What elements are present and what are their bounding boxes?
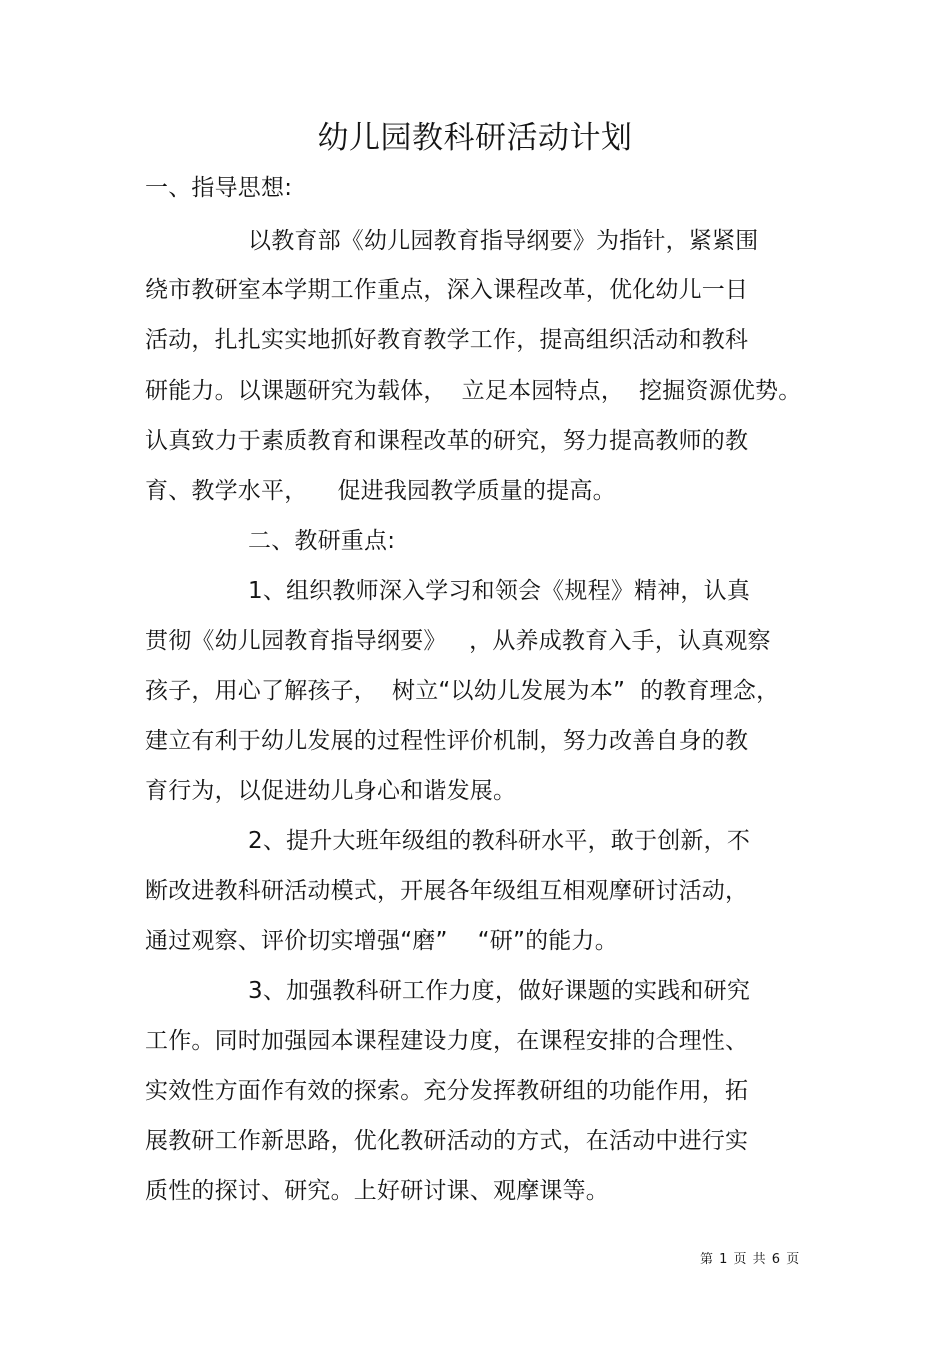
paragraph-line: 育行为，以促进幼儿身心和谐发展。: [145, 778, 517, 804]
paragraph-line: 以教育部《幼儿园教育指导纲要》为指针，紧紧围: [248, 228, 759, 254]
paragraph-line: 认真致力于素质教育和课程改革的研究，努力提高教师的教: [145, 428, 749, 454]
paragraph-line: 展教研工作新思路，优化教研活动的方式，在活动中进行实: [145, 1128, 749, 1154]
paragraph-line: 孩子，用心了解孩子， 树立“以幼儿发展为本” 的教育理念，: [145, 678, 780, 704]
paragraph-line: 绕市教研室本学期工作重点，深入课程改革，优化幼儿一日: [145, 277, 749, 303]
section-heading-research-focus: 二、教研重点:: [248, 528, 396, 554]
paragraph-line: 研能力。以课题研究为载体， 立足本园特点， 挖掘资源优势。: [145, 378, 802, 404]
paragraph-line: 贯彻《幼儿园教育指导纲要》 ，从养成教育入手，认真观察: [145, 628, 771, 654]
paragraph-line: 实效性方面作有效的探索。充分发挥教研组的功能作用，拓: [145, 1078, 749, 1104]
paragraph-line: 1、组织教师深入学习和领会《规程》精神，认真: [248, 578, 751, 604]
page-footer: 第 1 页 共 6 页: [700, 1252, 801, 1267]
paragraph-line: 质性的探讨、研究。上好研讨课、观摩课等。: [145, 1178, 609, 1204]
paragraph-line: 通过观察、评价切实增强“磨” “研”的能力。: [145, 928, 618, 954]
paragraph-line: 断改进教科研活动模式，开展各年级组互相观摩研讨活动，: [145, 878, 749, 904]
paragraph-line: 活动，扎扎实实地抓好教育教学工作，提高组织活动和教科: [145, 327, 749, 353]
document-title: 幼儿园教科研活动计划: [317, 120, 633, 156]
paragraph-line: 3、加强教科研工作力度，做好课题的实践和研究: [248, 978, 751, 1004]
paragraph-line: 建立有利于幼儿发展的过程性评价机制，努力改善自身的教: [145, 728, 749, 754]
section-heading-guiding-thought: 一、指导思想:: [145, 175, 293, 201]
paragraph-line: 工作。同时加强园本课程建设力度，在课程安排的合理性、: [145, 1028, 749, 1054]
paragraph-line: 育、教学水平， 促进我园教学质量的提高。: [145, 478, 616, 504]
paragraph-line: 2、提升大班年级组的教科研水平，敢于创新，不: [248, 828, 751, 854]
